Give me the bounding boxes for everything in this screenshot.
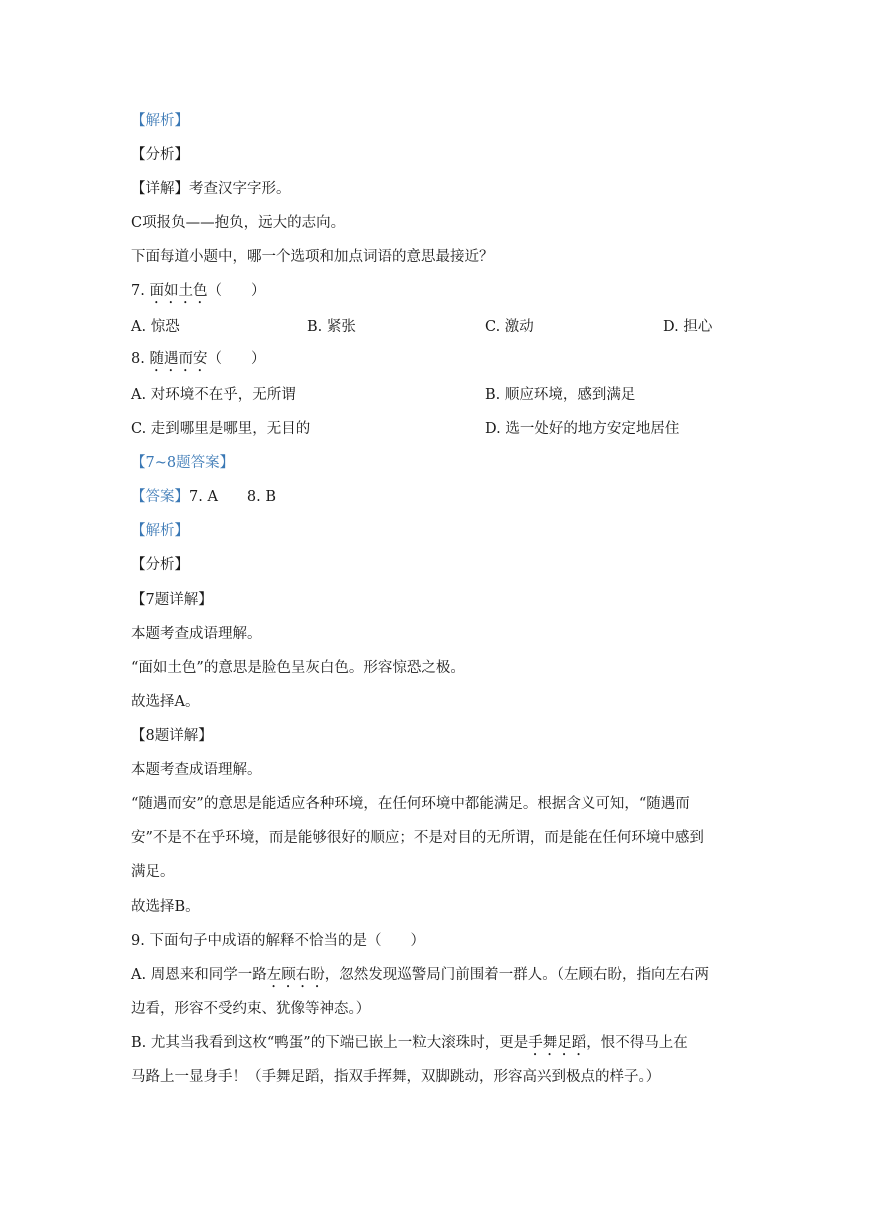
jiexi-heading: 【解析】 bbox=[131, 113, 189, 129]
q7-option-c: C. 激动 bbox=[485, 319, 534, 335]
q8-option-a: A. 对环境不在乎，无所谓 bbox=[131, 387, 296, 403]
answer-label: 【答案】 bbox=[131, 489, 189, 505]
question-number: 8. bbox=[131, 351, 145, 367]
q8-detail-line: 安”不是不在乎环境，而是能够很好的顺应；不是对目的无所谓，而是能在任何环境中感到 bbox=[131, 830, 704, 846]
fenxi-heading: 【分析】 bbox=[131, 147, 189, 163]
q8-option-d: D. 选一处好的地方安定地居住 bbox=[485, 421, 680, 437]
q9-option-b bbox=[131, 1033, 688, 1059]
question-9: 9. 下面句子中成语的解释不恰当的是（ ） bbox=[131, 933, 425, 949]
dotted-idiom: 面如土色 bbox=[149, 283, 208, 299]
q7-detail-line: 本题考查成语理解。 bbox=[131, 626, 262, 642]
dotted-idiom: 手舞足蹈 bbox=[528, 1035, 587, 1051]
q8-detail-line: 满足。 bbox=[131, 864, 175, 880]
answer-section-heading: 【7~8题答案】 bbox=[131, 455, 235, 471]
dotted-idiom: 左顾右盼 bbox=[266, 967, 325, 983]
question-7 bbox=[131, 281, 265, 307]
option-text: ，忽然发现巡警局门前围着一群人。（左顾右盼，指向左右两 bbox=[324, 967, 709, 983]
q7-option-d: D. 担心 bbox=[663, 319, 713, 335]
answer-paren: （ ） bbox=[207, 351, 266, 367]
q9-option-b-cont: 马路上一显身手！（手舞足蹈，指双手挥舞，双脚跳动，形容高兴到极点的样子。） bbox=[131, 1069, 661, 1085]
q9-option-a-cont: 边看，形容不受约束、犹像等神态。） bbox=[131, 1001, 371, 1017]
explanation-line: C项报负——抱负，远大的志向。 bbox=[131, 215, 346, 231]
question-8 bbox=[131, 349, 265, 375]
jiexi-heading-2: 【解析】 bbox=[131, 523, 189, 539]
q7-option-a: A. 惊恐 bbox=[131, 319, 180, 335]
q7-detail-line: 故选择A。 bbox=[131, 694, 200, 710]
q7-option-b: B. 紧张 bbox=[307, 319, 356, 335]
q8-detail-line: “随遇而安”的意思是能适应各种环境，在任何环境中都能满足。根据含义可知，“随遇而 bbox=[131, 796, 690, 812]
option-text: A. 周恩来和同学一路 bbox=[131, 967, 267, 983]
option-text: B. 尤其当我看到这枚“鸭蛋”的下端已嵌上一粒大滚珠时，更是 bbox=[131, 1035, 529, 1051]
q8-detail-line: 本题考查成语理解。 bbox=[131, 762, 262, 778]
dotted-idiom: 随遇而安 bbox=[149, 351, 208, 367]
q7-detail-heading: 【7题详解】 bbox=[131, 592, 213, 608]
question-number: 7. bbox=[131, 283, 145, 299]
answer-values: 7. A 8. B bbox=[189, 489, 277, 505]
q8-detail-line: 故选择B。 bbox=[131, 899, 200, 915]
answer-line bbox=[131, 487, 276, 507]
option-text: ，恨不得马上在 bbox=[586, 1035, 688, 1051]
q9-option-a bbox=[131, 965, 709, 991]
xiangjie-line: 【详解】考查汉字字形。 bbox=[131, 181, 291, 197]
instruction-line: 下面每道小题中，哪一个选项和加点词语的意思最接近？ bbox=[131, 249, 494, 265]
answer-paren: （ ） bbox=[207, 283, 266, 299]
q8-option-b: B. 顺应环境，感到满足 bbox=[485, 387, 636, 403]
q7-detail-line: “面如土色”的意思是脸色呈灰白色。形容惊恐之极。 bbox=[131, 660, 465, 676]
q8-detail-heading: 【8题详解】 bbox=[131, 728, 213, 744]
fenxi-heading-2: 【分析】 bbox=[131, 557, 189, 573]
q8-option-c: C. 走到哪里是哪里，无目的 bbox=[131, 421, 311, 437]
